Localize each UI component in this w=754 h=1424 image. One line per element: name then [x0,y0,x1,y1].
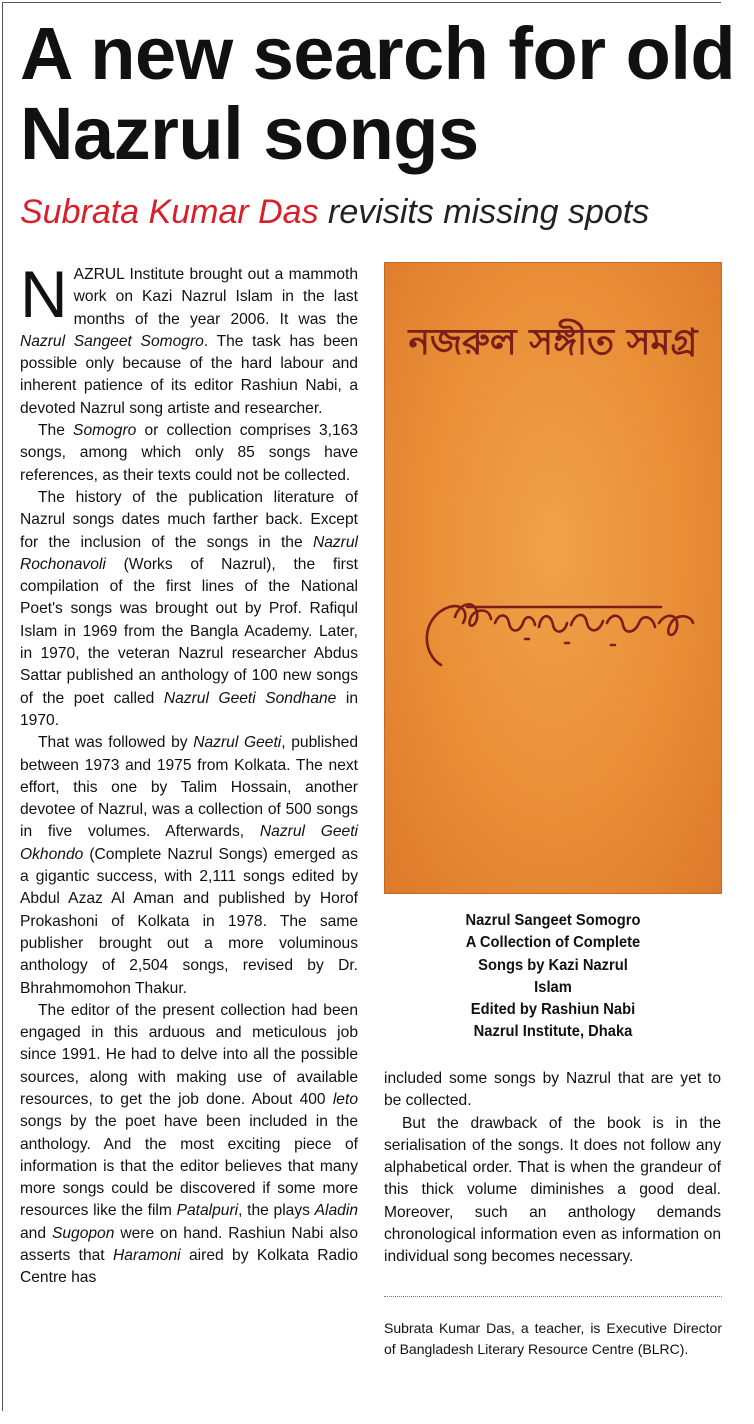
paragraph-1 [20,257,358,420]
text-run: , the plays [238,1202,315,1220]
italic-title: Patalpuri [176,1202,239,1220]
caption-line: A Collection of Complete [465,934,641,952]
caption-line: Nazrul Institute, Dhaka [473,1023,633,1041]
caption-line: Nazrul Sangeet Somogro [465,912,641,929]
italic-title: Aladin [314,1202,358,1220]
italic-title: Nazrul Geeti [193,734,282,752]
subheadline [20,190,740,234]
text-run: , published between 1973 and 1975 from Kolkata. The next effort, this one by Talim Hossain, another devotee of Nazrul, was a collection of 500 songs in five volumes. Afterwards, [20,734,358,841]
author-bio: Subrata Kumar Das, a teacher, is Executive Director of Bangladesh Literary Resource Centre (BLRC). [384,1320,722,1357]
text-run: included some songs by Nazrul that are yet to be collected. [384,1070,721,1110]
text-run: The history of the publication literature of Nazrul songs dates much farther back. Except for the inclusion of the songs in the [20,488,358,551]
paragraph-4 [20,732,358,1000]
italic-title: leto [332,1090,358,1108]
signature-image [415,583,705,673]
drop-cap: N [20,257,68,331]
text-run: aired by Kolkata Radio Centre has [20,1247,359,1287]
italic-title: Sugopon [51,1224,115,1242]
italic-title: Somogro [73,422,137,440]
article-left-column [20,257,359,1290]
italic-title: Nazrul Geeti Sondhane [163,689,337,707]
paragraph-6 [384,1068,721,1113]
text-run: (Works of Nazrul), the first compilation of the first lines of the National Poet's songs was brought out by Prof. Rafiqul Islam in 1969 from the Bangla Academy. Later, in 1970, the veteran Nazrul researcher Abdus Sattar published an anthology of 100 new songs of the poet called [20,555,358,707]
text-run: The [38,422,74,440]
italic-title: Nazrul Geeti Okhondo [20,823,358,863]
divider [384,1296,722,1297]
caption-line: Edited by Rashiun Nabi [470,1001,636,1019]
caption-line: Islam [534,978,572,996]
text-run: in 1970. [20,689,358,729]
text-run: were on hand. Rashiun Nabi also asserts that [20,1224,358,1265]
paragraph-1-text [20,257,358,417]
italic-title: Nazrul Sangeet Somogro [20,332,204,350]
subheadline-text: revisits missing spots [318,193,650,231]
text-run: The editor of the present collection had been engaged in this arduous and meticulous job since 1991. He had to delve into all the possible sources, along with making use of available resources, to get the job done. About 400 [20,1001,358,1108]
text-run: or collection comprises 3,163 songs, among which only 85 songs have references, as their texts could not be collected. [20,422,358,484]
italic-title: Haramoni [113,1247,181,1265]
book-caption [398,910,709,1044]
text-run: But the drawback of the book is in the serialisation of the songs. It does not follow any alphabetical order. That is when the grandeur of this thick volume diminishes a good deal. Moreover, such an anthology demands chronological information even as information on individual song becomes necessary. [384,1114,721,1266]
text-run: songs by the poet have been included in the anthology. And the most exciting piece of information is that the editor believes that many more songs could be discovered if some more resources like the film [20,1113,358,1220]
paragraph-3 [20,487,358,732]
italic-title: Nazrul Rochonavoli [20,533,358,573]
text-run: . The task has been possible only because of the hard labour and inherent patience of its editor Rashiun Nabi, a devoted Nazrul song artiste and researcher. [20,332,358,417]
book-cover-image [384,262,722,894]
text-run: (Complete Nazrul Songs) emerged as a gigantic success, with 2,111 songs edited by Abdul Azaz Al Aman and published by Horof Prokashoni of Kolkata in 1978. The same publisher brought out a more voluminous anthology of 2,504 songs, revised by Dr. Bhrahmomohon Thakur. [20,845,358,997]
text-run: and [20,1224,52,1242]
book-cover-title: নজরুল সঙ্গীত সমগ্র [408,322,698,363]
paragraph-5 [20,1000,358,1290]
byline-author: Subrata Kumar Das [20,193,319,231]
paragraph-7 [384,1113,721,1269]
text-run: That was followed by [38,734,194,752]
paragraph-2 [20,420,358,487]
article-right-column [384,1068,721,1269]
text-run: AZRUL Institute brought out a mammoth work on Kazi Nazrul Islam in the last months of the year 2006. It was the [73,266,358,328]
caption-line: Songs by Kazi Nazrul [478,956,628,974]
headline: A new search for old Nazrul songs [20,12,736,175]
